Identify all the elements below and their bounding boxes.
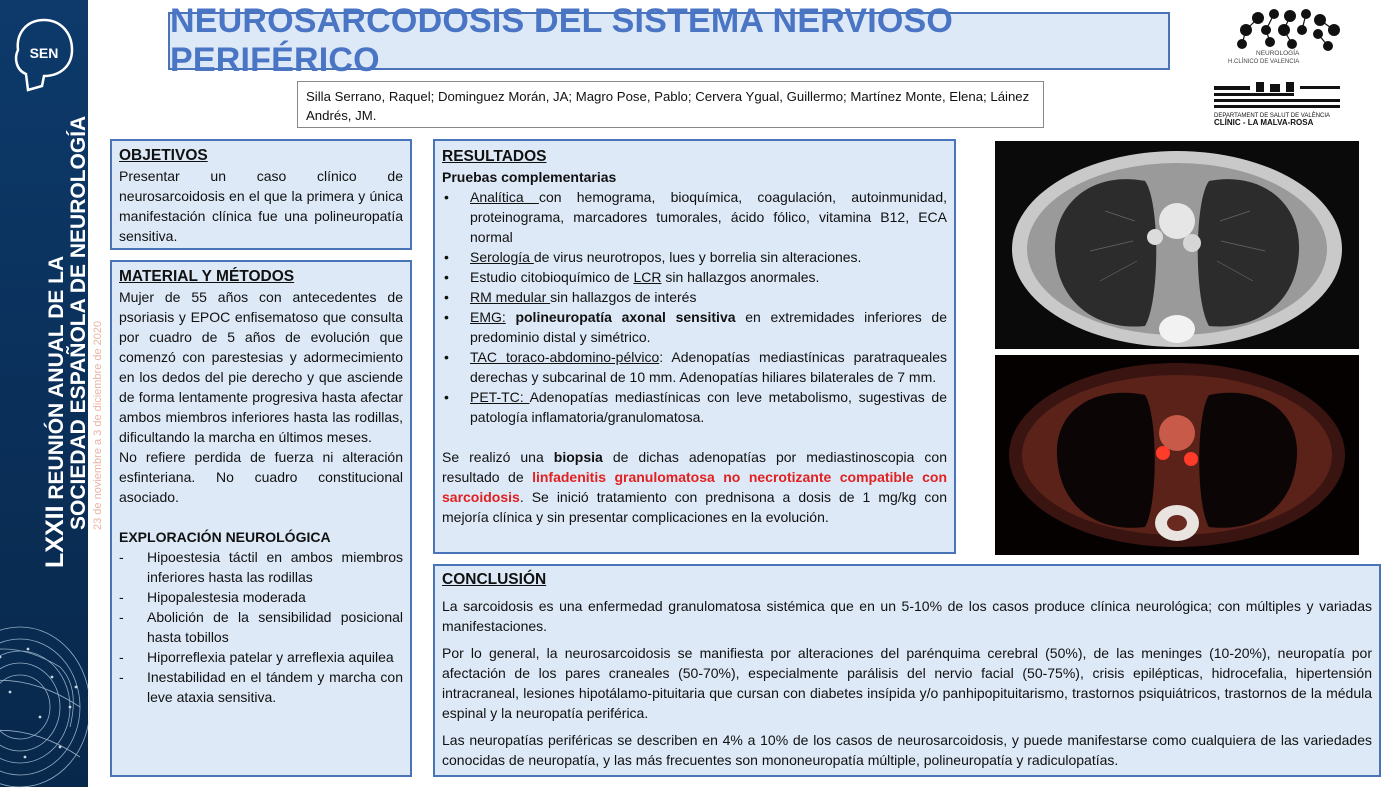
ct-chest-image [995,141,1359,349]
biopsy-paragraph: Se realizó una biopsia de dichas adenopatías por mediastinoscopia con resultado de linfadenitis granulomatosa no necrotizante compatible con sarcoidosis. Se inició tratamiento con prednisona a dosis de 1 mg/kg con mejoría clínica y sin presentar complicaciones en la evolución. [442,449,947,525]
list-item: • EMG: polineuropatía axonal sensitiva en extremidades inferiores de predominio distal y simétrico. [442,307,947,347]
list-item: - Hiporreflexia patelar y arreflexia aquilea [119,647,403,667]
list-item: • Analítica con hemograma, bioquímica, coagulación, autoinmunidad, proteinograma, marcadores tumorales, ácido fólico, vitamina B12, ECA normal [442,187,947,247]
list-item: - Inestabilidad en el tándem y marcha con leve ataxia sensitiva. [119,667,403,707]
list-item: • Serología de virus neurotropos, lues y borrelia sin alteraciones. [442,247,947,267]
list-item: • Estudio citobioquímico de LCR sin hallazgos anormales. [442,267,947,287]
congress-line2: SOCIEDAD ESPAÑOLA DE NEUROLOGÍA [67,115,90,530]
conclusion-paragraph-2: Por lo general, la neurosarcoidosis se manifiesta por alteraciones del parénquima cerebral (50%), de las meninges (10-20%), neuropatía por afectación de los pares craneales (50-70%), especialmente parálisis del nervio facial (50-75%), crisis epilépticas, hidrocefalia, hipertensión intracraneal, lesiones hipotálamo-pituitaria que cursan con diabetes insípida y/o panhipopituitarismo, trastornos psiquiátricos, trastornos de la médula espinal y la neuropatía periférica. [442,645,1372,721]
congress-line1: REUNIÓN ANUAL DE LA [45,255,68,500]
resultados-subtitle: Pruebas complementarias [442,169,617,185]
poster-title: NEUROSARCODOSIS DEL SISTEMA NERVIOSO PERIFÉRICO [170,2,954,79]
neurology-logo [1210,8,1350,66]
objetivos-title: OBJETIVOS [119,147,208,164]
list-item: • RM medular sin hallazgos de interés [442,287,947,307]
hospital-dept-text: DEPARTAMENT DE SALUT DE VALÈNCIA [1214,113,1331,119]
congress-sidebar [0,0,104,787]
conclusion-paragraph-1: La sarcoidosis es una enfermedad granulomatosa sistémica que en un 5-10% de los casos produce clínica neurológica; con múltiples y variadas manifestaciones. [442,598,1372,634]
list-item: • PET-TC: Adenopatías mediastínicas con leve metabolismo, sugestivas de patología inflamatoria/granulomatosa. [442,387,947,427]
hospital-name-text: CLÍNIC - LA MALVA-ROSA [1214,118,1314,127]
material-paragraph-2: No refiere perdida de fuerza ni alteración esfinteriana. No cuadro constitucional asociado. [119,449,403,505]
sen-logo-text: SEN [29,45,59,61]
neurology-logo-text: NEUROLOGÍA [1256,50,1300,57]
material-panel [110,260,412,777]
list-item: - Hipopalestesia moderada [119,587,403,607]
conclusion-panel [433,564,1381,777]
neurology-logo-subtext: H.CLÍNICO DE VALENCIA [1228,59,1300,65]
conclusion-paragraph-3: Las neuropatías periféricas se describen en 4% a 10% de los casos de neurosarcoidosis, y puede manifestarse como cualquiera de las variedades conocidas de neuropatía, y las más frecuentes son mononeuropatía múltiple, polineuropatía y radiculopatías. [442,732,1372,768]
material-paragraph-1: Mujer de 55 años con antecedentes de psoriasis y EPOC enfisematoso que consulta por cuadro de 5 años de evolución que comenzó con parestesias y adormecimiento en los dedos del pie derecho y que asciende de forma lentamente progresiva hasta afectar ambos miembros inferiores hasta las rodillas, dificultando la marcha en últimos meses. [119,289,403,445]
list-item: • TAC toraco-abdomino-pélvico: Adenopatías mediastínicas paratraqueales derechas y subcarinal de 10 mm. Adenopatías hiliares bilaterales de 7 mm. [442,347,947,387]
exploracion-list [119,547,403,707]
authors-box: Silla Serrano, Raquel; Dominguez Morán, JA; Magro Pose, Pablo; Cervera Ygual, Guillermo; Martínez Monte, Elena; Láinez Andrés, JM. [297,81,1044,128]
conclusion-title: CONCLUSIÓN [442,571,547,588]
objetivos-text: Presentar un caso clínico de neurosarcoidosis en el que la primera y única manifestación clínica fue una polineuropatía sensitiva. [119,168,403,244]
hospital-logo [1210,80,1345,126]
poster-title-box [168,2,1170,79]
resultados-title: RESULTADOS [442,148,547,165]
exploracion-title: EXPLORACIÓN NEUROLÓGICA [119,529,331,545]
congress-dates: 23 de noviembre a 3 de diciembre de 2020 [92,320,104,530]
congress-edition: LXXII [41,505,69,568]
congress-title [41,115,104,568]
resultados-list [442,187,947,427]
pet-ct-image [995,355,1359,555]
sen-logo [8,14,80,104]
resultados-panel [433,139,956,554]
brain-illustration [0,597,100,797]
objetivos-panel [110,139,412,250]
list-item: - Hipoestesia táctil en ambos miembros inferiores hasta las rodillas [119,547,403,587]
material-title: MATERIAL Y MÉTODOS [119,268,295,285]
list-item: - Abolición de la sensibilidad posicional hasta tobillos [119,607,403,647]
